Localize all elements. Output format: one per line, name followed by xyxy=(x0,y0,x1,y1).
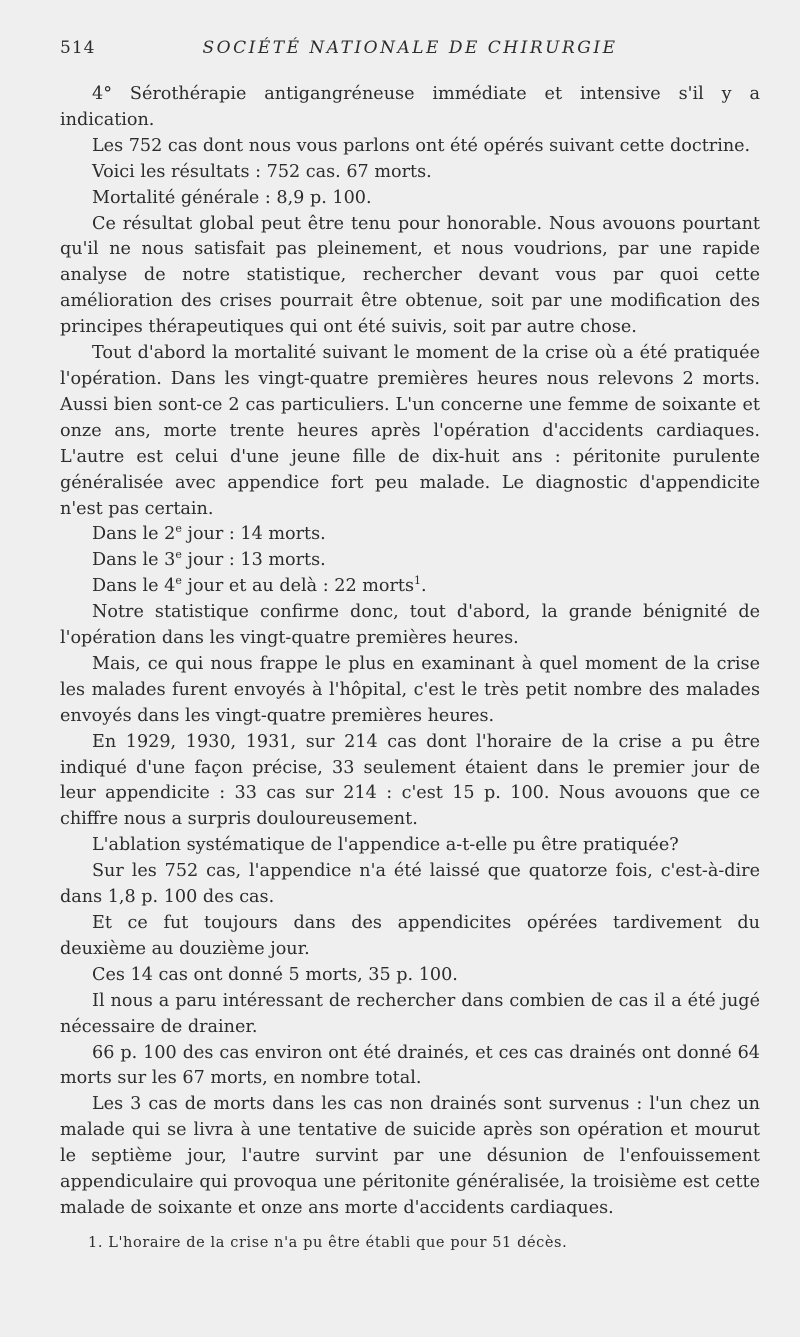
stat-tail: jour et au delà : 22 morts xyxy=(181,576,415,597)
day-2-stat xyxy=(60,522,760,548)
footnote: 1. L'horaire de la crise n'a pu être établi que pour 51 décès. xyxy=(88,1235,568,1251)
paragraph: Voici les résultats : 752 cas. 67 morts. xyxy=(92,161,432,182)
stat-lead: Dans le 3 xyxy=(92,550,176,571)
paragraph: Mais, ce qui nous frappe le plus en examinant à quel moment de la crise les malades furent envoyés à l'hôpital, c'est le très petit nombre des malades envoyés dans les vingt-quatre premières heures. xyxy=(60,653,760,726)
stat-lead: Dans le 4 xyxy=(92,576,176,597)
stat-tail: jour : 13 morts. xyxy=(181,550,326,571)
paragraph: Ces 14 cas ont donné 5 morts, 35 p. 100. xyxy=(92,964,458,985)
paragraph: Sur les 752 cas, l'appendice n'a été laissé que quatorze fois, c'est-à-dire dans 1,8 p. 100 des cas. xyxy=(60,861,760,908)
stat-lead: Dans le 2 xyxy=(92,524,176,545)
paragraph: Les 3 cas de morts dans les cas non drainés sont survenus : l'un chez un malade qui se livra à une tentative de suicide après son opération et mourut le septième jour, l'autre survint par une désunion de l'enfouissement appendiculaire qui provoqua une péritonite généralisée, la troisième est cette malade de soixante et onze ans morte d'accidents cardiaques. xyxy=(60,1094,760,1218)
paragraph: Tout d'abord la mortalité suivant le moment de la crise où a été pratiquée l'opération. Dans les vingt-quatre premières heures nous relevons 2 morts. Aussi bien sont-ce 2 cas particuliers. L'un concerne une femme de soixante et onze ans, morte trente heures après l'opération d'accidents cardiaques. L'autre est celui d'une jeune fille de dix-huit ans : péritonite purulente généralisée avec appendice fort peu malade. Le diagnostic d'appendicite n'est pas certain. xyxy=(60,343,760,519)
ordinal-sup: e xyxy=(175,522,182,536)
footnote-ref[interactable]: 1 xyxy=(414,574,422,588)
day-4-stat xyxy=(60,574,760,600)
paragraph: Notre statistique confirme donc, tout d'abord, la grande bénignité de l'opération dans les vingt-quatre premières heures. xyxy=(60,602,760,649)
journal-title: SOCIÉTÉ NATIONALE DE CHIRURGIE xyxy=(202,38,618,58)
running-header xyxy=(60,38,760,64)
paragraph: Il nous a paru intéressant de rechercher dans combien de cas il a été jugé nécessaire de drainer. xyxy=(60,990,760,1037)
paragraph: En 1929, 1930, 1931, sur 214 cas dont l'horaire de la crise a pu être indiqué d'une façon précise, 33 seulement étaient dans le premier jour de leur appendicite : 33 cas sur 214 : c'est 15 p. 100. Nous avouons que ce chiffre nous a surpris douloureusement. xyxy=(60,731,760,830)
paragraph: Ce résultat global peut être tenu pour honorable. Nous avouons pourtant qu'il ne nous satisfait pas pleinement, et nous voudrions, par une rapide analyse de notre statistique, rechercher devant vous par quoi cette amélioration des crises pourrait être obtenue, soit par une modification des principes thérapeutiques qui ont été suivis, soit par autre chose. xyxy=(60,213,760,338)
stat-tail: jour : 14 morts. xyxy=(181,524,326,545)
paragraph: 66 p. 100 des cas environ ont été drainés, et ces cas drainés ont donné 64 morts sur les 67 morts, en nombre total. xyxy=(60,1042,760,1089)
paragraph: Et ce fut toujours dans des appendicites opérées tardivement du deuxième au douzième jour. xyxy=(60,913,760,959)
body-text xyxy=(60,82,760,1222)
paragraph: Mortalité générale : 8,9 p. 100. xyxy=(92,187,372,208)
ordinal-sup: e xyxy=(175,574,182,588)
page-number: 514 xyxy=(60,38,96,58)
stat-end: . xyxy=(421,576,427,597)
paragraph: L'ablation systématique de l'appendice a-t-elle pu être pratiquée? xyxy=(92,835,679,856)
day-3-stat xyxy=(60,548,760,574)
paragraph: 4° Sérothérapie antigangréneuse immédiate et intensive s'il y a indication. xyxy=(60,84,760,130)
ordinal-sup: e xyxy=(175,548,182,562)
paragraph: Les 752 cas dont nous vous parlons ont été opérés suivant cette doctrine. xyxy=(92,135,751,156)
